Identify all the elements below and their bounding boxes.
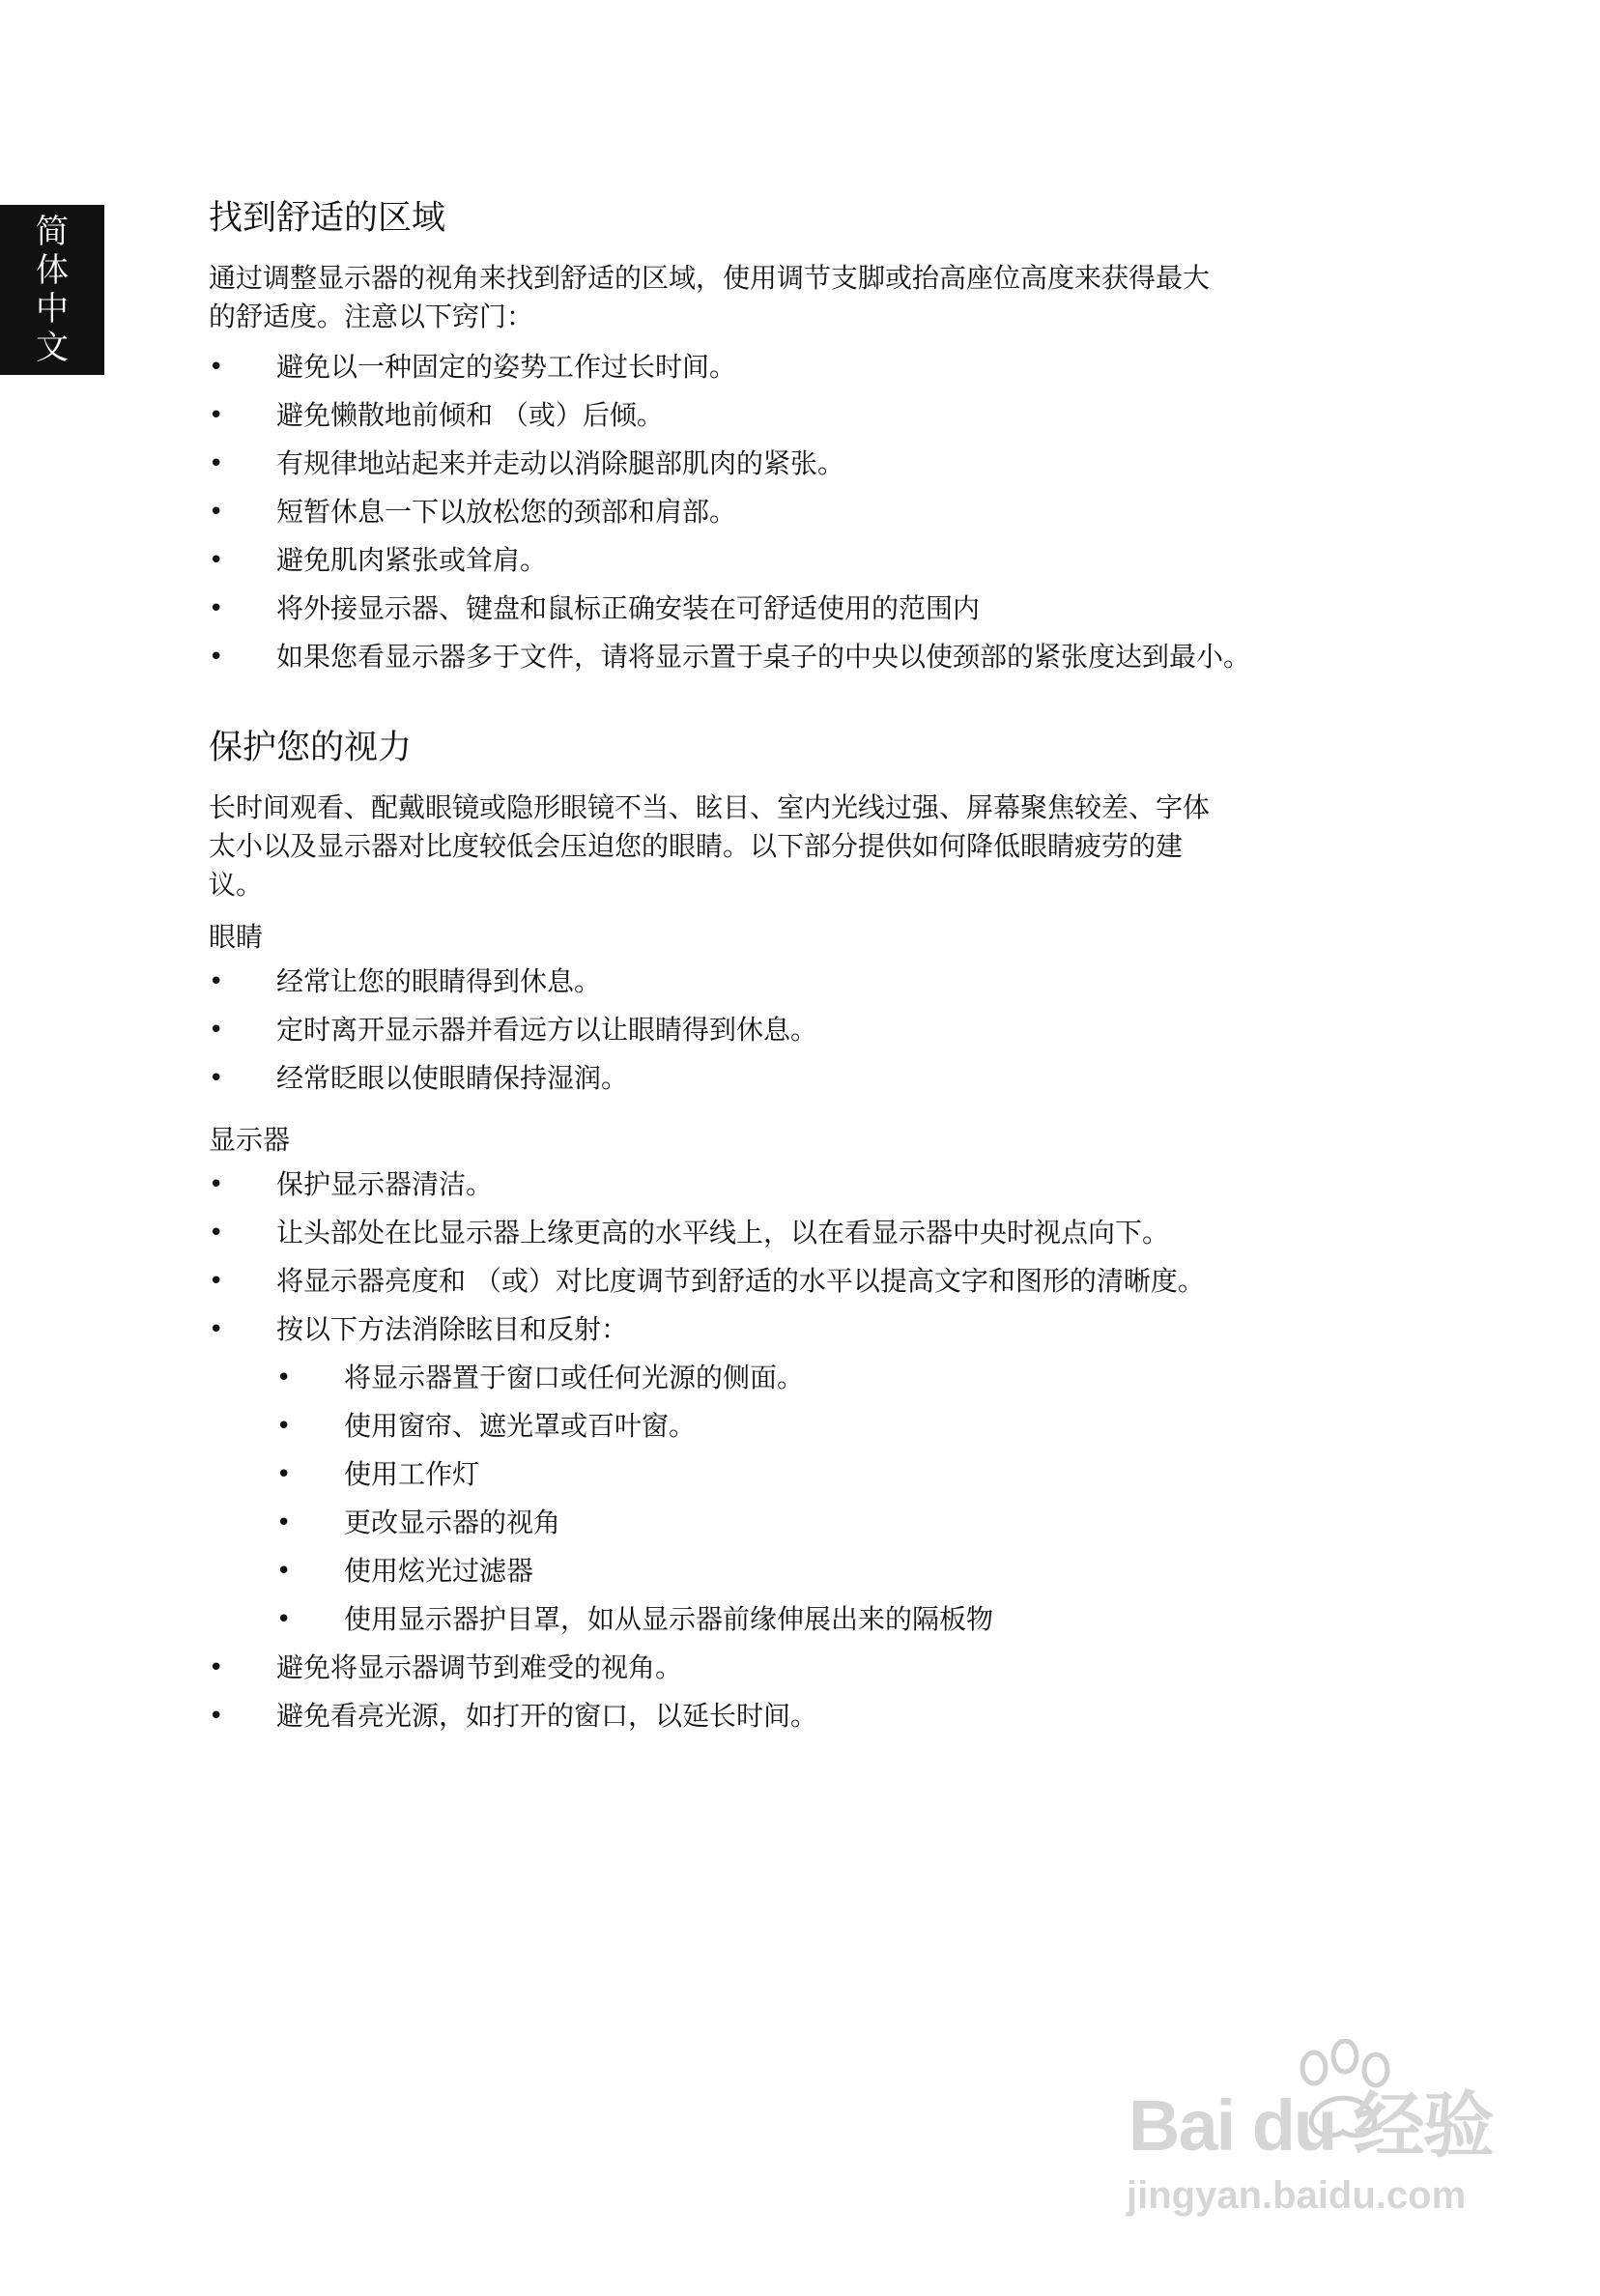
list-item bbox=[209, 539, 1349, 582]
section-gap bbox=[209, 684, 1349, 723]
vision-intro-line: 太小以及显示器对比度较低会压迫您的眼睛。以下部分提供如何降低眼睛疲劳的建 bbox=[209, 830, 1184, 862]
eyes-list bbox=[209, 961, 1349, 1100]
sub-list-item bbox=[276, 1550, 1349, 1593]
bullet-icon: • bbox=[209, 594, 224, 623]
list-item-text: 避免看亮光源，如打开的窗口，以延长时间。 bbox=[276, 1700, 818, 1732]
list-item bbox=[209, 1057, 1349, 1100]
bullet-icon: • bbox=[209, 1315, 224, 1344]
list-item-text: 有规律地站起来并走动以消除腿部肌肉的紧张。 bbox=[276, 447, 845, 479]
list-item-text: 让头部处在比显示器上缘更高的水平线上，以在看显示器中央时视点向下。 bbox=[276, 1217, 1170, 1248]
list-item-text: 将显示器亮度和 （或）对比度调节到舒适的水平以提高文字和图形的清晰度。 bbox=[276, 1265, 1205, 1297]
bullet-icon: • bbox=[276, 1508, 292, 1537]
vision-intro bbox=[209, 789, 1358, 904]
bullet-icon: • bbox=[209, 1653, 224, 1682]
list-item bbox=[209, 588, 1349, 630]
list-item-text: 按以下方法消除眩目和反射： bbox=[276, 1313, 629, 1345]
list-item bbox=[209, 1163, 1349, 1206]
sub-list-item-text: 使用炫光过滤器 bbox=[344, 1555, 534, 1587]
list-item bbox=[209, 1308, 1349, 1641]
list-item-text: 避免懒散地前倾和 （或）后倾。 bbox=[276, 399, 664, 431]
side-tab-char: 文 bbox=[36, 329, 69, 367]
page-content bbox=[209, 193, 1349, 1743]
bullet-icon: • bbox=[209, 401, 224, 430]
list-item-text: 如果您看显示器多于文件，请将显示置于桌子的中央以使颈部的紧张度达到最小。 bbox=[276, 641, 1251, 673]
sub-list-item bbox=[276, 1502, 1349, 1544]
bullet-icon: • bbox=[209, 643, 224, 672]
side-tab-char: 简 bbox=[36, 213, 69, 251]
bullet-icon: • bbox=[209, 1170, 224, 1199]
glare-sublist bbox=[276, 1357, 1349, 1641]
sub-list-item bbox=[276, 1598, 1349, 1641]
list-item-text: 经常眨眼以使眼睛保持湿润。 bbox=[276, 1062, 629, 1094]
section-title-comfort: 找到舒适的区域 bbox=[209, 199, 446, 238]
comfort-list bbox=[209, 346, 1349, 678]
sub-list-item-text: 使用窗帘、遮光罩或百叶窗。 bbox=[344, 1410, 697, 1442]
list-item bbox=[209, 346, 1349, 388]
list-item bbox=[209, 961, 1349, 1003]
vision-intro-line: 议。 bbox=[209, 869, 264, 901]
bullet-icon: • bbox=[276, 1363, 292, 1392]
sub-list-item bbox=[276, 1453, 1349, 1496]
bullet-icon: • bbox=[209, 1016, 224, 1045]
bullet-icon: • bbox=[276, 1412, 292, 1441]
sub-list-item-text: 将显示器置于窗口或任何光源的侧面。 bbox=[344, 1362, 805, 1393]
bullet-icon: • bbox=[209, 1064, 224, 1093]
list-item bbox=[209, 443, 1349, 485]
watermark-logo-text: Bai du 经验 bbox=[1129, 2085, 1493, 2166]
subheading-eyes: 眼睛 bbox=[209, 921, 264, 953]
bullet-icon: • bbox=[209, 353, 224, 382]
list-item-text: 将外接显示器、键盘和鼠标正确安装在可舒适使用的范围内 bbox=[276, 592, 981, 624]
list-item-text: 保护显示器清洁。 bbox=[276, 1168, 494, 1200]
watermark-url-text: jingyan.baidu.com bbox=[1127, 2174, 1467, 2217]
vision-intro-line: 长时间观看、配戴眼镜或隐形眼镜不当、眩目、室内光线过强、屏幕聚焦较差、字体 bbox=[209, 791, 1211, 823]
baidu-jingyan-watermark bbox=[1121, 2039, 1507, 2242]
list-item bbox=[209, 394, 1349, 437]
sub-list-item-text: 使用显示器护目罩，如从显示器前缘伸展出来的隔板物 bbox=[344, 1603, 994, 1635]
list-item-text: 避免肌肉紧张或耸肩。 bbox=[276, 544, 548, 576]
bullet-icon: • bbox=[209, 1267, 224, 1296]
bullet-icon: • bbox=[209, 967, 224, 996]
bullet-icon: • bbox=[209, 498, 224, 527]
language-side-tab bbox=[0, 205, 104, 375]
bullet-icon: • bbox=[209, 546, 224, 575]
side-tab-char: 中 bbox=[36, 290, 69, 329]
list-item bbox=[209, 1009, 1349, 1051]
list-item bbox=[209, 1260, 1349, 1303]
bullet-icon: • bbox=[276, 1557, 292, 1586]
bullet-icon: • bbox=[276, 1605, 292, 1634]
list-item bbox=[209, 491, 1349, 533]
comfort-intro-line: 的舒适度。注意以下窍门： bbox=[209, 301, 534, 332]
sub-list-item bbox=[276, 1405, 1349, 1448]
list-item-text: 定时离开显示器并看远方以让眼睛得到休息。 bbox=[276, 1014, 818, 1046]
section-title-vision: 保护您的视力 bbox=[209, 729, 413, 767]
list-item bbox=[209, 1212, 1349, 1254]
list-item bbox=[209, 1695, 1349, 1737]
bullet-icon: • bbox=[209, 1219, 224, 1248]
side-tab-char: 体 bbox=[36, 251, 69, 290]
sub-list-item bbox=[276, 1357, 1349, 1399]
list-item bbox=[209, 636, 1349, 678]
list-item-text: 避免将显示器调节到难受的视角。 bbox=[276, 1651, 683, 1683]
comfort-intro bbox=[209, 259, 1358, 336]
subheading-display: 显示器 bbox=[209, 1124, 291, 1156]
list-item bbox=[209, 1647, 1349, 1689]
bullet-icon: • bbox=[276, 1460, 292, 1489]
bullet-icon: • bbox=[209, 1702, 224, 1731]
sub-list-item-text: 使用工作灯 bbox=[344, 1458, 480, 1490]
bullet-icon: • bbox=[209, 449, 224, 478]
display-list bbox=[209, 1163, 1349, 1737]
list-item-text: 经常让您的眼睛得到休息。 bbox=[276, 965, 602, 997]
list-item-text: 短暂休息一下以放松您的颈部和肩部。 bbox=[276, 496, 737, 528]
sub-list-item-text: 更改显示器的视角 bbox=[344, 1507, 561, 1538]
comfort-intro-line: 通过调整显示器的视角来找到舒适的区域，使用调节支脚或抬高座位高度来获得最大 bbox=[209, 262, 1211, 294]
list-item-text: 避免以一种固定的姿势工作过长时间。 bbox=[276, 351, 737, 383]
